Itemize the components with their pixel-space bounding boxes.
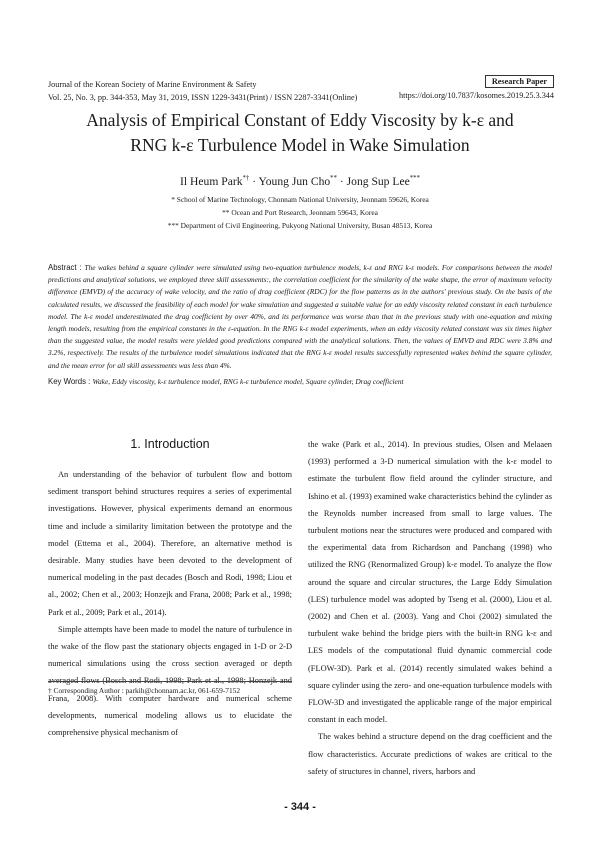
keywords-text: Wake, Eddy viscosity, k-ε turbulence model, RNG k-ε turbulence model, Square cylinder, Drag coefficient [92,377,404,386]
paper-title [0,108,600,158]
author-name: Young Jun Cho [258,175,331,188]
abstract [48,262,552,372]
paragraph: Simple attempts have been made to model the nature of turbulence in the wake of the flow past the stationary objects engaged in 1-D or 2-D numerical simulations using the cross section averaged or depth averaged flows (Bosch and Rodi, 1998; Park et al., 1998; Honzejk and Frana, 2008). With computer hardware and numerical scheme developments, numerical modeling allows us to elucidate the comprehensive physical mechanism of [48,624,292,738]
abstract-label: Abstract : [48,263,85,272]
affiliation: ** Ocean and Port Research, Jeonnam 59643, Korea [222,208,378,217]
corresponding-author-footnote: † Corresponding Author : parkih@chonnam.ac.kr, 061-659-7152 [48,686,241,695]
author-separator: · [249,175,259,188]
paragraph: The wakes behind a structure depend on the drag coefficient and the flow characteristics. Accurate predictions of wakes are critical to the safety of structures in channel, rivers, harbors and [308,732,552,776]
abstract-text: The wakes behind a square cylinder were simulated using two-equation turbulence models, k-ε and RNG k-ε models. For comparisons between the model predictions and analytical solutions, we employed three skill assessments:, the correlation coefficient for the similarity of the wake shape, the error of maximum velocity difference (EMVD) of the accuracy of wake velocity, and the ratio of drag coefficient (RDC) for the flow patterns as in the authors' previous study. On the basis of the calculated results, we discussed the feasibility of each model for wake simulation and suggested a suitable value for an eddy viscosity related constant in each turbulence model. The k-ε model underestimated the drag coefficient by over 40%, and its performance was worse than that in the previous study with one-equation and mixing length models, resulting from the empirical constants in the ε-equation. In the RNG k-ε model experiments, when an eddy viscosity related constant was six times higher than the suggested value, the model results were yielded good predictions compared with the analytical solutions. Then, the values of EMVD and RDC were 3.8% and 3.2%, respectively. The results of the turbulence model simulations indicated that the RNG k-ε model results successfully represented wakes behind the square cylinder, and the mean error for all skill assessments was less than 4%. [48,263,552,370]
paragraph: the wake (Park et al., 2014). In previous studies, Olsen and Melaaen (1993) performed a 3-D numerical simulation with the k-ε model to estimate the turbulent flow field around the cylinder structure, and Ishino et al. (1993) examined wake characteristics behind the cylinder as the Reynolds number increased from small to large values. The turbulent motions near the structures were produced and compared with the experimental data from Richardson and Panchang (1998) who utilized the RNG (Renormalized Group) k-ε model. To analyze the flow around the square and circular structures, the Large Eddy Simulation (LES) turbulence model was adopted by Tseng et al. (2000), Liou et al. (2002) and Chen et al. (2003). Yang and Choi (2002) simulated the turbulent wake behind the bridge piers with the built-in RNG k-ε and LES models of the computational fluid dynamic commercial code (FLOW-3D). Park et al. (2014) recently simulated wakes behind a square cylinder using the zero- and one-equation turbulence models with FLOW-3D and investigated the applicable range of the major empirical constant in each model. [308,440,552,725]
affiliation: * School of Marine Technology, Chonnam National University, Jeonnam 59626, Korea [171,195,429,204]
article-type-badge: Research Paper [485,75,554,88]
author-list [0,175,600,188]
author-name: Jong Sup Lee [346,175,410,188]
section-heading: 1. Introduction [130,437,210,451]
journal-info [48,78,357,104]
author-mark: *** [409,175,420,183]
title-line-2: RNG k-ε Turbulence Model in Wake Simulation [130,135,470,155]
right-column [308,436,552,780]
author-separator: · [336,175,347,188]
journal-name: Journal of the Korean Society of Marine Environment & Safety [48,80,257,89]
author-mark: ** [330,175,337,183]
page-number: - 344 - [284,801,316,813]
affiliation: *** Department of Civil Engineering, Pukyong National University, Busan 48513, Korea [167,221,433,230]
title-line-1: Analysis of Empirical Constant of Eddy Viscosity by k-ε and [86,110,514,130]
affiliations [0,193,600,232]
author-name: Il Heum Park [180,175,243,188]
author-mark: *† [242,175,250,183]
footnote-divider [48,681,292,682]
keywords [48,376,552,388]
keywords-label: Key Words : [48,377,93,386]
left-column [48,466,292,741]
paragraph: An understanding of the behavior of turbulent flow and bottom sediment transport behind structures requires a series of experimental investigations. However, physical experiments demand an enormous time and include a similarity limitation between the prototype and the model (Ettema et al., 2004). Therefore, an alternative method is desirable. Many studies have been devoted to the development of numerical modeling in the past decades (Bosch and Rodi, 1998; Liou et al., 2002; Chen et al., 2003; Honzejk and Frana, 2008; Park et al., 1998; Park et al., 2009; Park et al., 2014). [48,470,292,617]
doi-link[interactable]: https://doi.org/10.7837/kosomes.2019.25.3.344 [399,91,554,100]
journal-volume: Vol. 25, No. 3, pp. 344-353, May 31, 2019, ISSN 1229-3431(Print) / ISSN 2287-3341(Online) [48,93,358,102]
